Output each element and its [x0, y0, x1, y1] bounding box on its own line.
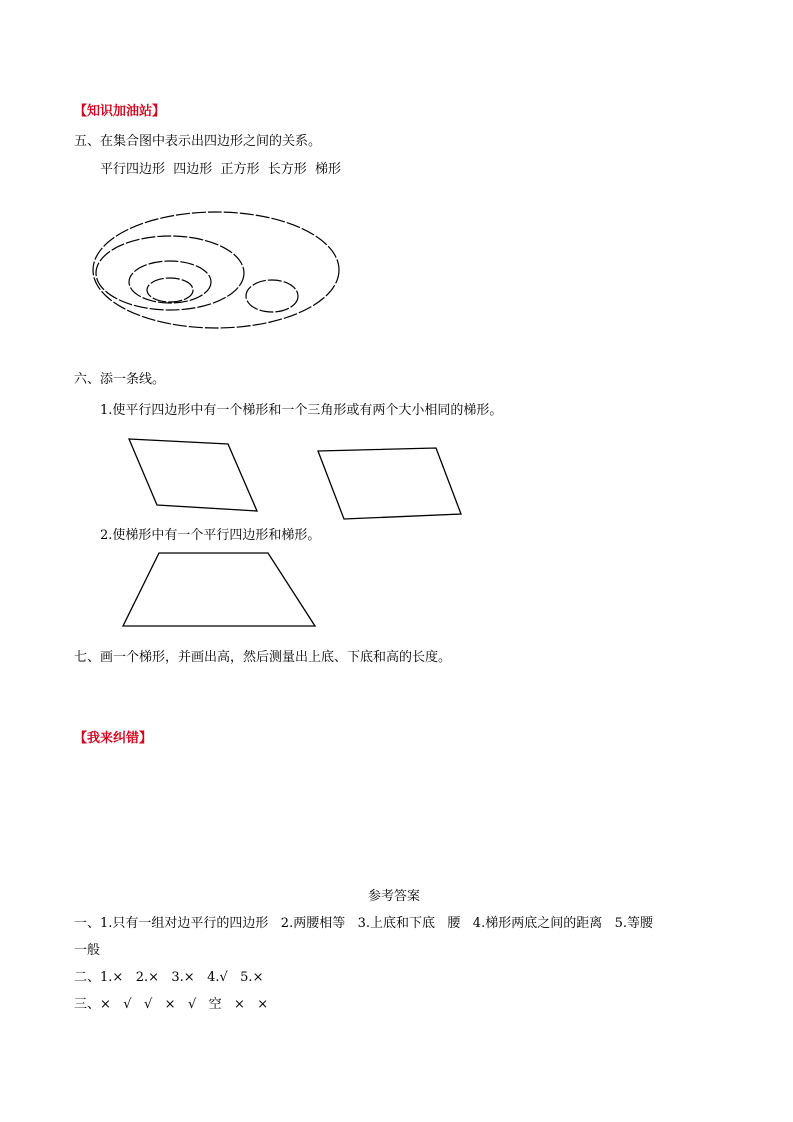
question-6-title: 六、添一条线。 [74, 372, 166, 387]
set-ellipse-outer [93, 212, 339, 328]
set-diagram [93, 212, 339, 328]
answers-line-2: 二、1.× 2.× 3.× 4.√ 5.× [74, 970, 264, 985]
answers-line-3: 三、× √ √ × √ 空 × × [74, 997, 269, 1012]
set-ellipse-third [129, 261, 211, 303]
answers-heading: 参考答案 [368, 889, 421, 904]
question-7-title: 七、画一个梯形，并画出高，然后测量出上底、下底和高的长度。 [74, 650, 452, 665]
question-6-sub1: 1.使平行四边形中有一个梯形和一个三角形或有两个大小相同的梯形。 [100, 403, 503, 418]
set-ellipse-second [96, 236, 244, 310]
set-ellipse-inner [147, 278, 193, 302]
question-6-sub2: 2.使梯形中有一个平行四边形和梯形。 [100, 528, 321, 543]
question-5-title: 五、在集合图中表示出四边形之间的关系。 [74, 134, 322, 149]
section-correct-heading: 【我来纠错】 [74, 731, 153, 746]
question-5-terms: 平行四边形 四边形 正方形 长方形 梯形 [100, 162, 342, 177]
set-ellipse-right [246, 280, 298, 312]
answers-line-1-continued: 一般 [74, 943, 101, 958]
parallelogram-right [318, 448, 461, 519]
section-knowledge-heading: 【知识加油站】 [74, 104, 166, 119]
trapezoid [123, 553, 315, 626]
parallelogram-left [129, 439, 257, 511]
answers-line-1: 一、1.只有一组对边平行的四边形 2.两腰相等 3.上底和下底 腰 4.梯形两底之间的距离 5.等腰 [74, 916, 654, 931]
